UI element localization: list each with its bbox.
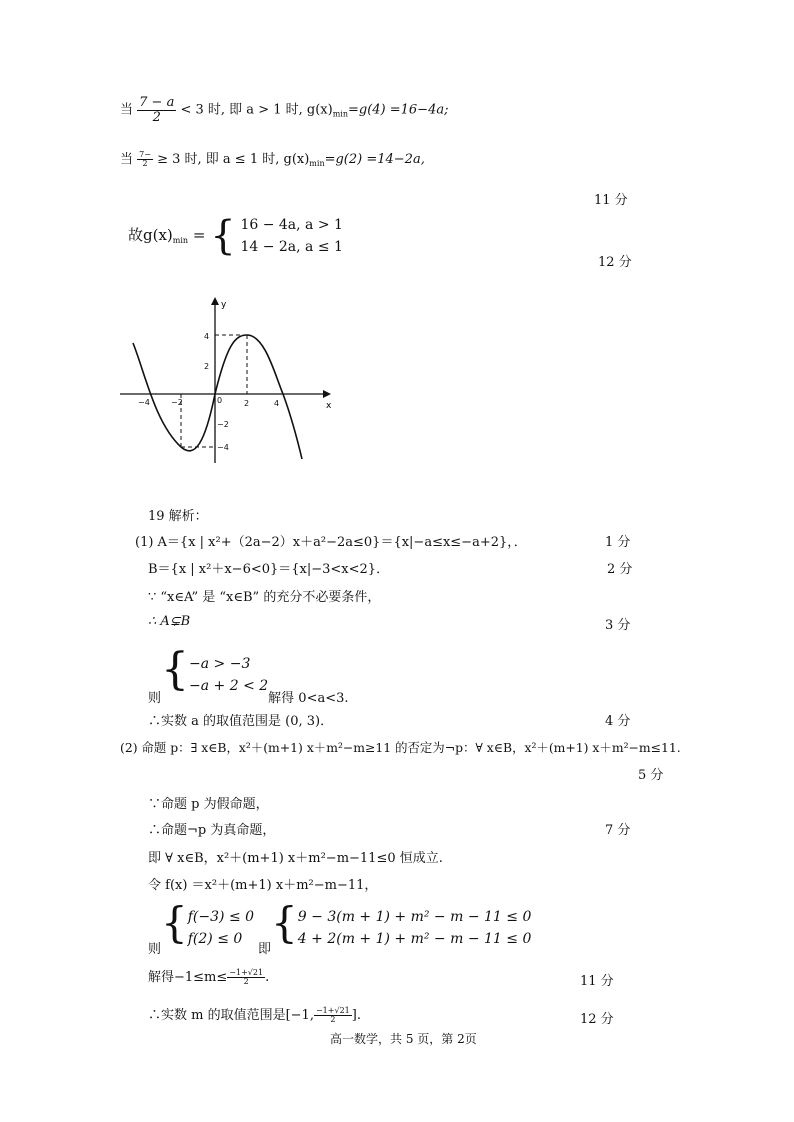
system-row: f(2) ≤ 0 [187, 930, 243, 947]
solution-19-heading: 19 解析： [148, 509, 208, 524]
page-footer: 高一数学，共 5 页，第 2页 [330, 1032, 477, 1046]
x-tick-label: −2 [171, 398, 183, 407]
x-tick-label: 0 [217, 396, 223, 405]
score-2: 2 分 [607, 562, 633, 577]
because-sufficient-line: ∵ “x∈A” 是 “x∈B” 的充分不必要条件， [148, 590, 381, 605]
a-range-conclusion: ∴实数 a 的取值范围是 (0, 3)． [148, 714, 334, 729]
system-row: −a > −3 [189, 655, 251, 672]
fraction: $\frac{7 - a}{2}$ [139, 95, 175, 125]
score-12: 12 分 [598, 255, 632, 270]
proposition-negation-line: (2) 命题 p：∃ x∈B，x²＋(m+1) x＋m²−m≥11 的否定为¬p：∀ x∈B，x²＋(m+1) x＋m²−m≤11. [120, 740, 681, 755]
y-axis-arrow [211, 297, 219, 305]
p-false-line: ∵命题 p 为假命题， [148, 797, 269, 812]
solve-m-line: 解得−1≤m≤ $\frac{-1+√21}{2}$ . [148, 967, 270, 986]
score-5: 5 分 [638, 768, 664, 783]
x-tick-label: −4 [138, 398, 150, 407]
score-11: 11 分 [594, 193, 628, 208]
define-f-line: 令 f(x) ＝x²＋(m+1) x＋m²−m−11， [148, 878, 378, 893]
forall-holds-line: 即 ∀ x∈B，x²＋(m+1) x＋m²−m−11≤0 恒成立. [148, 851, 443, 866]
score-11b: 11 分 [580, 974, 614, 989]
score-12b: 12 分 [580, 1012, 614, 1027]
fraction: $\frac{-1+√21}{2}$ [229, 967, 264, 986]
line-tail: =g(4) =16−4a; [347, 102, 449, 118]
case-a-le-1-line: 当 $\frac{7-}{2}$ ≥ 3 时, 即 a ≤ 1 时, $g(x)_{min}=g(2) =14-2a$, [120, 149, 425, 168]
inequality-system-1: 则{ −a > −3 −a + 2 < 2 解得 0<a<3. [148, 644, 349, 706]
case-1: 16 − 4a, a > 1 [240, 217, 343, 233]
y-axis-label: y [221, 300, 227, 310]
x-tick-label: 2 [244, 399, 250, 408]
inequality-system-2: 则{ f(−3) ≤ 0 f(2) ≤ 0 即{ 9 − 3(m + 1) + m² − m − 11 ≤ 0 4 + 2(m + 1) + m² − m − 11 ≤ 0 [148, 898, 532, 957]
y-tick-label: −4 [217, 443, 229, 452]
line-prefix: 当 [120, 152, 134, 167]
set-a-line: (1) A＝{x | x²+（2a−2）x＋a²−2a≤0}＝{x|−a≤x≤−a+2}，． [135, 535, 527, 550]
line-mid: ≥ 3 时, 即 a ≤ 1 时, g(x) [157, 152, 310, 167]
system-row: −a + 2 < 2 [189, 677, 269, 694]
function-graph [115, 293, 340, 468]
set-b-line: B＝{x | x²＋x−6<0}＝{x|−3<x<2}． [148, 562, 390, 577]
line-mid: < 3 时, 即 a > 1 时, g(x) [180, 102, 333, 118]
line-tail: =g(2) =14−2a, [324, 152, 425, 167]
gmin-conclusion: 故$g(x)_{min}$ = { 16 − 4a, a > 1 14 − 2a, a ≤ 1 [128, 213, 343, 259]
y-tick-label: 4 [204, 332, 210, 341]
not-p-true-line: ∴命题¬p 为真命题， [148, 823, 276, 838]
m-range-conclusion: ∴实数 m 的取值范围是[−1, $\frac{-1+√21}{2}$ ]. [148, 1005, 361, 1024]
y-tick-label: 2 [204, 362, 210, 371]
system-result: 解得 0<a<3. [268, 691, 349, 706]
system-row: 9 − 3(m + 1) + m² − m − 11 ≤ 0 [297, 908, 532, 925]
fraction: $\frac{-1+√21}{2}$ [315, 1005, 350, 1024]
score-1: 1 分 [605, 535, 631, 550]
case-2: 14 − 2a, a ≤ 1 [240, 239, 343, 255]
score-4: 4 分 [605, 714, 631, 729]
x-axis-arrow [323, 390, 331, 398]
score-7: 7 分 [605, 823, 631, 838]
subset-line: ∴ A⊊B [148, 614, 191, 629]
y-tick-label: −2 [217, 420, 229, 429]
left-brace: { [210, 213, 236, 259]
system-row: 4 + 2(m + 1) + m² − m − 11 ≤ 0 [297, 930, 532, 947]
fraction: $\frac{7-}{2}$ [139, 149, 151, 168]
case-a-greater-1-line: 当 $\frac{7 - a}{2}$ < 3 时, 即 a > 1 时, $g(x)_{min}=g(4) =16-4a$; [120, 95, 449, 125]
line-prefix: 当 [120, 102, 134, 118]
score-3: 3 分 [605, 618, 631, 633]
x-tick-label: 4 [274, 399, 280, 408]
x-axis-label: x [326, 401, 332, 411]
system-row: f(−3) ≤ 0 [187, 908, 255, 925]
